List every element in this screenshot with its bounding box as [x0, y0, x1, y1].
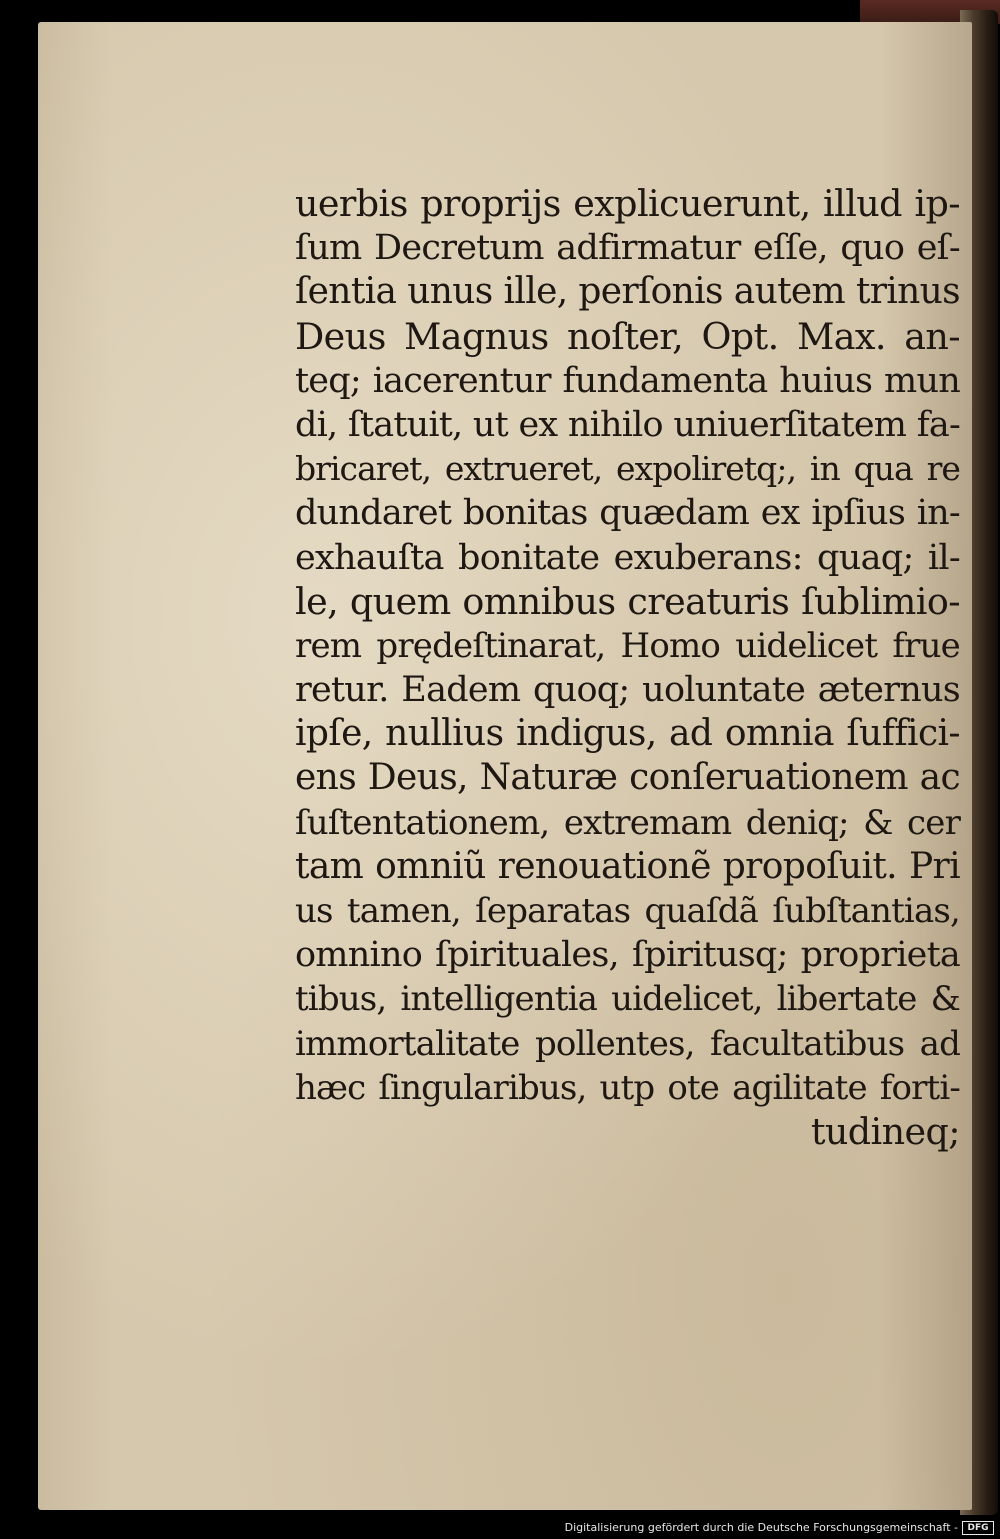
text-line: hæc ſingularibus, utp ote agilitate forti-	[295, 1067, 960, 1108]
body-text	[295, 182, 960, 1154]
text-line: di, ſtatuit, ut ex nihilo uniuerſitatem fa-	[295, 404, 960, 445]
text-line: ipſe, nullius indigus, ad omnia ſuffici-	[295, 713, 960, 755]
text-line: ſentia unus ille, perſonis autem trinus	[295, 271, 960, 313]
text-line: uerbis proprijs explicuerunt, illud ip-	[295, 182, 960, 225]
text-line: Deus Magnus noſter, Opt. Max. an-	[295, 314, 960, 358]
text-line: ſuſtentationem, extremam deniq; & cer	[295, 802, 960, 843]
catchword-line: tudineq;	[810, 1109, 960, 1153]
dfg-logo-icon: DFG	[962, 1521, 994, 1535]
text-line: exhauſta bonitate exuberans: quaq; il-	[295, 537, 960, 578]
text-line: retur. Eadem quoq; uoluntate æternus	[295, 670, 960, 711]
footer-bar	[0, 1518, 1000, 1539]
text-line: tibus, intelligentia uidelicet, libertate &	[295, 979, 960, 1020]
text-line: immortalitate pollentes, facultatibus ad	[295, 1023, 960, 1064]
text-line: us tamen, ſeparatas quaſdã ſubſtantias,	[295, 891, 960, 931]
text-line: ens Deus, Naturæ conſeruationem ac	[295, 757, 960, 799]
text-line: omnino ſpirituales, ſpiritusq; proprieta	[295, 935, 960, 976]
text-line: dundaret bonitas quædam ex ipſius in-	[295, 493, 960, 534]
text-line: tam omniũ renouationẽ propoſuit. Pri	[295, 845, 960, 887]
text-line: rem prędeſtinarat, Homo uidelicet frue	[295, 625, 960, 666]
text-line: ſum Decretum adfirmatur eſſe, quo eſ-	[295, 228, 960, 269]
text-line: teq; iacerentur fundamenta huius mun	[295, 360, 960, 401]
text-line: le, quem omnibus creaturis ſublimio-	[295, 579, 960, 623]
text-line: bricaret, extrueret, expoliretq;, in qua re	[295, 449, 960, 489]
digitization-credit: Digitalisierung gefördert durch die Deutsche Forschungsgemeinschaft -	[564, 1521, 958, 1534]
